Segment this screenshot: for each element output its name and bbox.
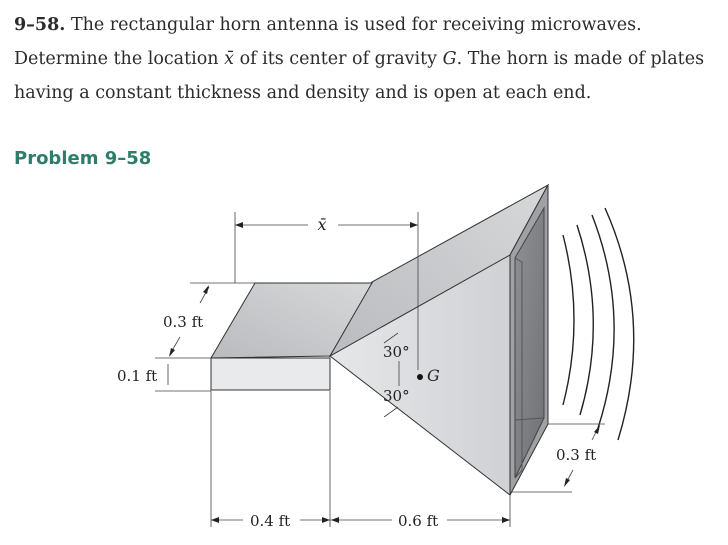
waveguide-depth-label: 0.3 ft	[163, 313, 204, 331]
microwave-arc-1	[563, 235, 574, 405]
problem-text-part2: of its center of gravity	[234, 49, 443, 69]
g-symbol: G	[442, 49, 457, 69]
angle-bottom-label: 30°	[383, 387, 410, 405]
dim-06-arrow-right	[502, 517, 510, 523]
dim-04-arrow-left	[211, 517, 219, 523]
microwave-arc-4	[605, 208, 634, 440]
center-of-gravity-point	[417, 374, 423, 380]
dim-04-arrow-right	[322, 517, 330, 523]
problem-number: 9–58.	[14, 15, 66, 35]
waveguide-front-face	[211, 358, 330, 390]
depth-arrow-bottom	[169, 348, 175, 357]
xbar-symbol: x̄	[224, 49, 234, 69]
depth-arrow-top	[203, 285, 209, 294]
xbar-label: x̄	[317, 215, 327, 234]
waveguide-height-label: 0.1 ft	[117, 367, 158, 385]
microwave-arc-3	[592, 215, 614, 428]
xbar-arrow-right	[410, 222, 418, 228]
horn-depth-label: 0.3 ft	[556, 446, 597, 464]
microwave-arc-2	[577, 225, 593, 415]
dim-06-arrow-left	[331, 517, 339, 523]
xbar-arrow-left	[235, 222, 243, 228]
center-of-gravity-label: G	[427, 366, 440, 385]
problem-text-part1: The rectangular horn antenna is used for receiving microwaves. Determine the location	[14, 15, 642, 69]
waveguide-length-label: 0.4 ft	[250, 512, 291, 530]
figure-caption: Problem 9–58	[14, 148, 152, 169]
horn-depth-arrow-bottom	[564, 478, 570, 487]
problem-text-part3: . The horn is made of plates having a constant thickness and density and is open at each end.	[14, 49, 705, 103]
angle-arc-bottom	[384, 407, 398, 417]
horn-depth-arrow-top	[594, 425, 600, 434]
angle-top-label: 30°	[383, 343, 410, 361]
horn-length-label: 0.6 ft	[398, 512, 439, 530]
